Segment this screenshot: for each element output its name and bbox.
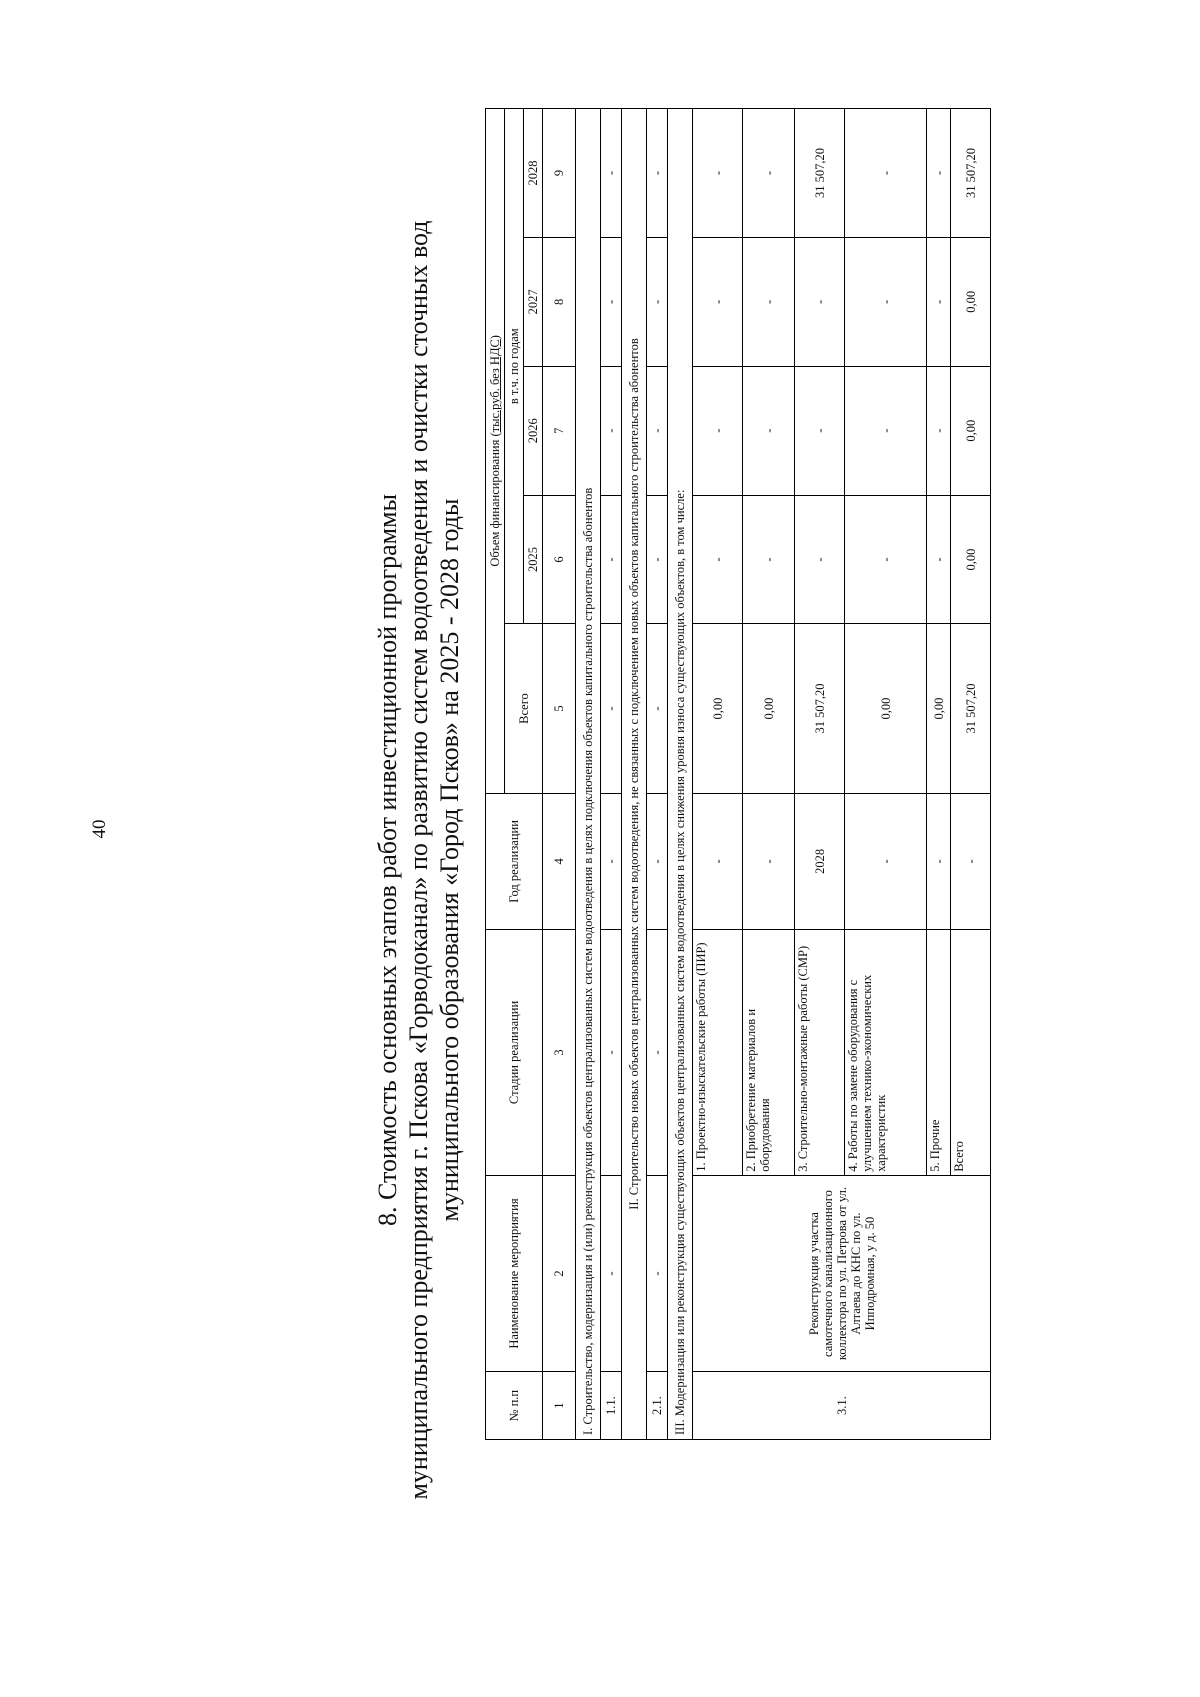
value-cell: 0,00 [951, 495, 991, 624]
value-cell: - [927, 366, 951, 495]
header-num: № п.п [486, 1372, 543, 1440]
section-1-title: I. Строительство, модернизация и (или) реконструкция объектов централизованных систем водоотведения в целях подключения объектов капитального строительства абонентов [576, 109, 601, 1440]
header-stage: Стадии реализации [486, 930, 543, 1176]
value-cell: - [693, 237, 743, 366]
value-cell: 31 507,20 [795, 109, 845, 238]
year-cell: - [845, 793, 927, 929]
header-year: Год реализации [486, 793, 543, 929]
table-cell: - [601, 624, 622, 793]
stage-cell: 5. Прочие [927, 930, 951, 1176]
value-cell: - [743, 495, 795, 624]
value-cell: - [743, 237, 795, 366]
value-cell: - [795, 366, 845, 495]
year-cell: - [927, 793, 951, 929]
total-cell: 0,00 [845, 624, 927, 793]
value-cell: - [845, 366, 927, 495]
table-cell: - [647, 366, 668, 495]
year-cell: - [743, 793, 795, 929]
table-cell: - [601, 930, 622, 1176]
section-2-title: II. Строительство новых объектов централизованных систем водоотведения, не связанных с подключением новых объектов капитального строительства абонентов [622, 109, 647, 1440]
column-number: 1 [543, 1372, 576, 1440]
title-line-2: муниципального предприятия г. Пскова «Горводоканал» по развитию систем водоотведения и очистки сточных вод [404, 220, 433, 1500]
value-cell: 0,00 [951, 237, 991, 366]
rotated-sheet [100, 147, 1100, 1570]
header-year-2027: 2027 [524, 237, 543, 366]
value-cell: - [693, 495, 743, 624]
value-cell: - [743, 366, 795, 495]
table-cell: - [647, 624, 668, 793]
table-cell: - [647, 495, 668, 624]
column-number: 5 [543, 624, 576, 793]
header-year-2025: 2025 [524, 495, 543, 624]
title-line-1: 8. Стоимость основных этапов работ инвестиционной программы [373, 493, 402, 1227]
year-cell: - [693, 793, 743, 929]
column-number: 6 [543, 495, 576, 624]
value-cell: - [927, 237, 951, 366]
value-cell: - [795, 495, 845, 624]
header-total: Всего [505, 624, 543, 793]
value-cell: - [845, 109, 927, 238]
stage-cell: 2. Приобретение материалов и оборудования [743, 930, 795, 1176]
cost-table [485, 108, 991, 1440]
document-title [372, 150, 465, 1570]
total-cell: 0,00 [743, 624, 795, 793]
total-cell: 31 507,20 [951, 624, 991, 793]
column-number: 2 [543, 1175, 576, 1372]
table-cell: - [601, 366, 622, 495]
value-cell: - [693, 109, 743, 238]
header-by-years: в т.ч. по годам [505, 109, 524, 624]
table-cell: - [647, 109, 668, 238]
value-cell: - [927, 109, 951, 238]
row-number: 2.1. [647, 1372, 668, 1440]
value-cell: - [845, 237, 927, 366]
column-number: 4 [543, 793, 576, 929]
column-number: 7 [543, 366, 576, 495]
total-cell: 0,00 [693, 624, 743, 793]
table-row [647, 109, 668, 1440]
section-3-title: III. Модернизация или реконструкция существующих объектов централизованных систем водоотведения в целях снижения уровня износа существующих объектов, в том числе: [668, 109, 693, 1440]
table-cell: - [647, 793, 668, 929]
value-cell: 0,00 [951, 366, 991, 495]
item-name: Реконструкция участка самотечного канализационного коллектора по ул. Петрова от ул. Алтаева до КНС по ул. Ипподромная, у д. 50 [693, 1175, 991, 1372]
total-cell: 31 507,20 [795, 624, 845, 793]
header-year-2028: 2028 [524, 109, 543, 238]
value-cell: 31 507,20 [951, 109, 991, 238]
section-3-header [668, 109, 693, 1440]
value-cell: - [845, 495, 927, 624]
year-cell: - [951, 793, 991, 929]
stage-cell: 4. Работы по замене оборудования с улучшением технико-экономических характеристик [845, 930, 927, 1176]
table-cell: - [601, 495, 622, 624]
table-cell: - [647, 930, 668, 1176]
value-cell: - [795, 237, 845, 366]
item-number: 3.1. [693, 1372, 991, 1440]
table-cell: - [601, 1175, 622, 1372]
funding-unit: тыс.руб. без НДС [488, 339, 502, 433]
row-number: 1.1. [601, 1372, 622, 1440]
table-cell: - [601, 237, 622, 366]
header-row-1 [486, 109, 505, 1440]
page-number: 40 [89, 819, 110, 839]
table-row [693, 109, 743, 1440]
year-cell: 2028 [795, 793, 845, 929]
stage-cell: Всего [951, 930, 991, 1176]
value-cell: - [693, 366, 743, 495]
stage-cell: 3. Строительно-монтажные работы (СМР) [795, 930, 845, 1176]
section-2-header [622, 109, 647, 1440]
table-cell: - [647, 1175, 668, 1372]
column-numbers-row [543, 109, 576, 1440]
table-row [601, 109, 622, 1440]
header-name: Наименование мероприятия [486, 1175, 543, 1372]
header-funding: Объем финансирования (тыс.руб. без НДС) [486, 109, 505, 794]
table-cell: - [647, 237, 668, 366]
header-year-2026: 2026 [524, 366, 543, 495]
total-cell: 0,00 [927, 624, 951, 793]
section-1-header [576, 109, 601, 1440]
column-number: 3 [543, 930, 576, 1176]
column-number: 8 [543, 237, 576, 366]
table-cell: - [601, 793, 622, 929]
title-line-3: муниципального образования «Город Псков» на 2025 - 2028 годы [435, 498, 464, 1222]
column-number: 9 [543, 109, 576, 238]
table-cell: - [601, 109, 622, 238]
value-cell: - [743, 109, 795, 238]
value-cell: - [927, 495, 951, 624]
stage-cell: 1. Проектно-изыскательские работы (ПИР) [693, 930, 743, 1176]
